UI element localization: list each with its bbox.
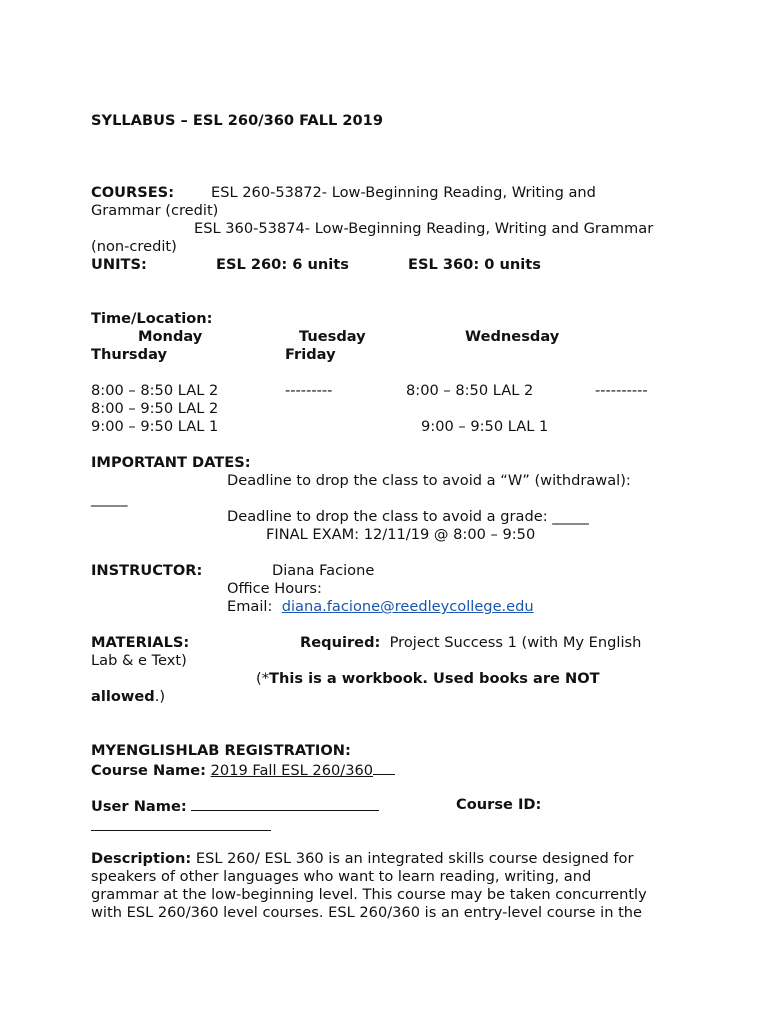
course-name-underline xyxy=(373,760,395,775)
course-name-value: 2019 Fall ESL 260/360 xyxy=(210,762,374,779)
user-name-row xyxy=(91,796,379,816)
day-friday: Friday xyxy=(285,346,336,363)
course-esl260-line-cont: Grammar (credit) xyxy=(91,202,219,219)
office-hours: Office Hours: xyxy=(227,580,322,597)
course-esl260-line: ESL 260-53872- Low-Beginning Reading, Writing and xyxy=(211,184,596,201)
description-line: grammar at the low-beginning level. This course may be taken concurrently xyxy=(91,886,647,903)
user-name-blank xyxy=(191,796,379,811)
note-bold-cont: allowed xyxy=(91,688,155,705)
materials-text: Project Success 1 (with My English xyxy=(389,634,642,651)
withdraw-deadline: Deadline to drop the class to avoid a “W” (withdrawal): xyxy=(227,472,631,489)
email-row xyxy=(227,598,534,616)
email-label: Email: xyxy=(227,598,273,615)
schedule-cell: ---------- xyxy=(595,382,648,399)
course-esl360-line-cont: (non-credit) xyxy=(91,238,177,255)
final-exam: FINAL EXAM: 12/11/19 @ 8:00 – 9:50 xyxy=(266,526,536,543)
note-open: (* xyxy=(256,670,269,687)
time-location-label: Time/Location: xyxy=(91,310,213,327)
materials-text-cont: Lab & e Text) xyxy=(91,652,187,669)
schedule-cell: 8:00 – 8:50 LAL 2 xyxy=(406,382,534,399)
schedule-cell: 9:00 – 9:50 LAL 1 xyxy=(421,418,549,435)
materials-note-cont xyxy=(91,688,165,706)
schedule-cell: 8:00 – 9:50 LAL 2 xyxy=(91,400,219,417)
grade-deadline: Deadline to drop the class to avoid a grade: _____ xyxy=(227,508,589,525)
courses-label: COURSES: xyxy=(91,184,175,201)
note-close: .) xyxy=(154,688,166,705)
withdraw-deadline-blank: _____ xyxy=(91,490,128,507)
materials-line xyxy=(300,634,641,652)
schedule-cell: --------- xyxy=(285,382,333,399)
description-line xyxy=(91,850,633,868)
description-label: Description: xyxy=(91,850,192,867)
email-link[interactable]: diana.facione@reedleycollege.edu xyxy=(281,598,534,615)
units-esl360: ESL 360: 0 units xyxy=(408,256,541,273)
units-label: UNITS: xyxy=(91,256,147,273)
user-name-label: User Name: xyxy=(91,798,187,815)
schedule-cell: 9:00 – 9:50 LAL 1 xyxy=(91,418,219,435)
course-name-row xyxy=(91,760,395,780)
course-esl360-line: ESL 360-53874- Low-Beginning Reading, Writing and Grammar xyxy=(194,220,654,237)
course-name-label: Course Name: xyxy=(91,762,206,779)
units-esl260: ESL 260: 6 units xyxy=(216,256,349,273)
instructor-name: Diana Facione xyxy=(272,562,375,579)
day-monday: Monday xyxy=(138,328,203,345)
note-bold: This is a workbook. Used books are NOT xyxy=(269,670,600,687)
description-line: speakers of other languages who want to learn reading, writing, and xyxy=(91,868,592,885)
syllabus-title: SYLLABUS – ESL 260/360 FALL 2019 xyxy=(91,112,383,129)
day-thursday: Thursday xyxy=(91,346,167,363)
description-text: ESL 260/ ESL 360 is an integrated skills course designed for xyxy=(195,850,634,867)
course-id-label: Course ID: xyxy=(456,796,542,813)
materials-note xyxy=(256,670,600,688)
day-tuesday: Tuesday xyxy=(299,328,366,345)
required-label: Required: xyxy=(300,634,381,651)
registration-label: MYENGLISHLAB REGISTRATION: xyxy=(91,742,351,759)
instructor-label: INSTRUCTOR: xyxy=(91,562,203,579)
course-id-blank xyxy=(91,830,271,831)
important-dates-label: IMPORTANT DATES: xyxy=(91,454,251,471)
materials-label: MATERIALS: xyxy=(91,634,190,651)
schedule-cell: 8:00 – 8:50 LAL 2 xyxy=(91,382,219,399)
description-line: with ESL 260/360 level courses. ESL 260/360 is an entry-level course in the xyxy=(91,904,643,921)
day-wednesday: Wednesday xyxy=(465,328,560,345)
